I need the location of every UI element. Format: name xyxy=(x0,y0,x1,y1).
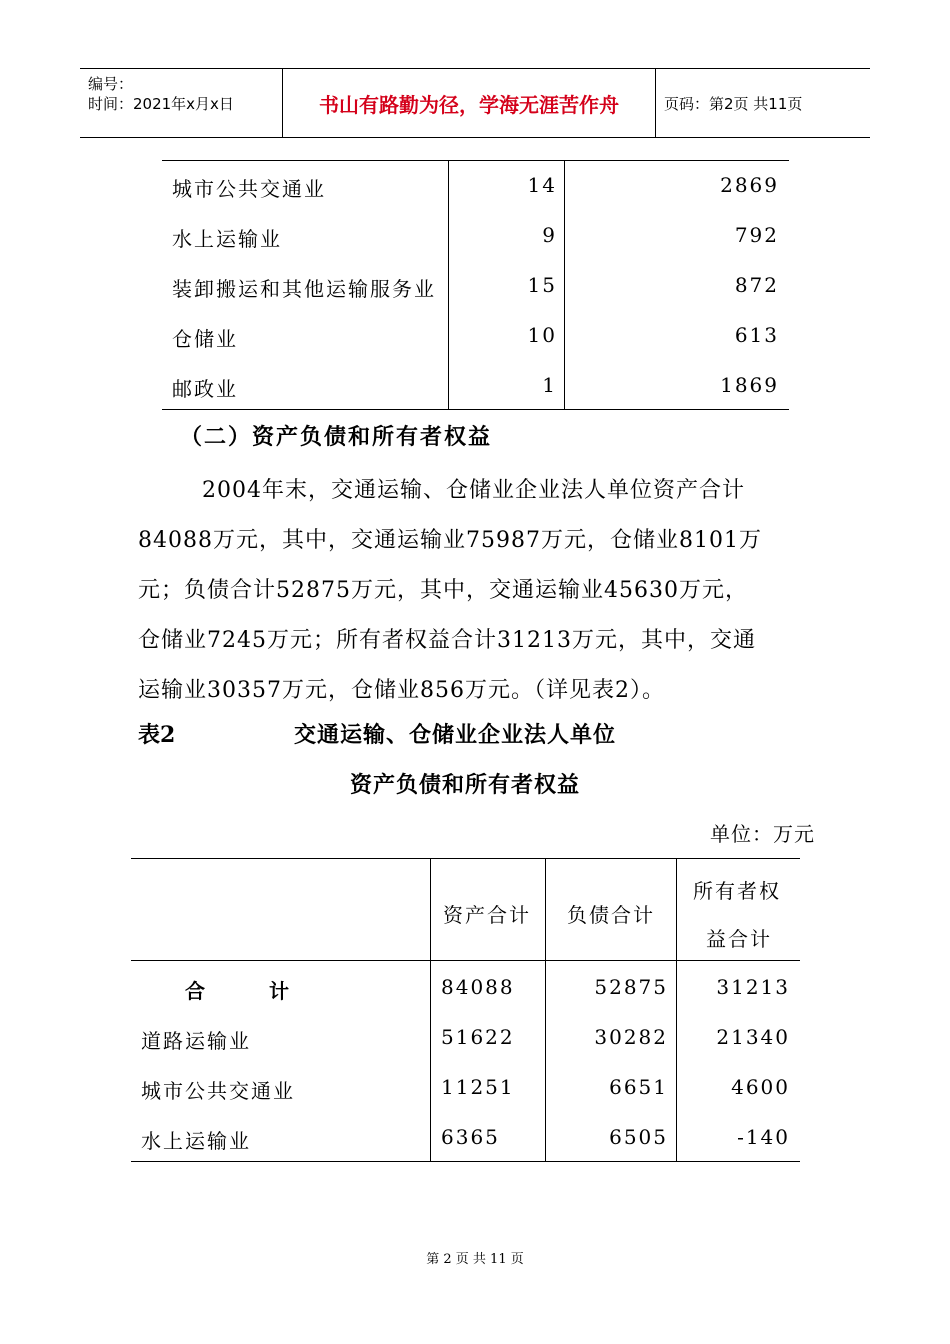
table-1-continued xyxy=(162,160,789,410)
page-footer: 第 2 页 共 11 页 xyxy=(426,1252,524,1267)
header-motto: 书山有路勤为径，学海无涯苦作舟 xyxy=(282,69,656,137)
table-row-total xyxy=(131,963,800,1013)
row-count: 15 xyxy=(527,273,557,297)
row-equity: -140 xyxy=(737,1125,790,1149)
row-value: 2869 xyxy=(720,173,779,197)
row-assets: 11251 xyxy=(441,1075,515,1099)
row-count: 14 xyxy=(527,173,557,197)
table-row xyxy=(162,361,789,411)
paragraph-line: 84088万元，其中，交通运输业75987万元，仓储业8101万 xyxy=(138,528,762,553)
row-name: 装卸搬运和其他运输服务业 xyxy=(172,277,436,301)
row-name: 道路运输业 xyxy=(141,1029,251,1053)
header-page-info: 页码：第2页 共11页 xyxy=(664,94,803,113)
header-liabilities: 负债合计 xyxy=(567,903,655,927)
table-2-title: 交通运输、仓储业企业法人单位 xyxy=(294,722,617,748)
row-equity: 31213 xyxy=(716,975,790,999)
row-name: 城市公共交通业 xyxy=(141,1079,295,1103)
row-assets: 84088 xyxy=(441,975,515,999)
row-name: 水上运输业 xyxy=(172,227,282,251)
row-count: 10 xyxy=(527,323,557,347)
row-value: 1869 xyxy=(720,373,779,397)
header-equity-line1: 所有者权 xyxy=(693,879,781,903)
row-liabilities: 6505 xyxy=(609,1125,668,1149)
paragraph-line: 元；负债合计52875万元，其中，交通运输业45630万元， xyxy=(138,578,748,603)
row-liabilities: 6651 xyxy=(609,1075,668,1099)
header-assets: 资产合计 xyxy=(443,903,531,927)
row-name: 仓储业 xyxy=(172,327,238,351)
table-row xyxy=(162,161,789,211)
row-equity: 4600 xyxy=(731,1075,790,1099)
row-liabilities: 30282 xyxy=(594,1025,668,1049)
table-row xyxy=(131,1013,800,1063)
table-2-subtitle: 资产负债和所有者权益 xyxy=(350,772,581,798)
row-name: 水上运输业 xyxy=(141,1129,251,1153)
row-assets: 51622 xyxy=(441,1025,515,1049)
table-row xyxy=(162,211,789,261)
document-header xyxy=(80,68,870,138)
row-count: 9 xyxy=(542,223,557,247)
row-value: 872 xyxy=(734,273,779,297)
paragraph-line: 仓储业7245万元；所有者权益合计31213万元，其中，交通 xyxy=(138,628,756,653)
time-label: 时间：2021年x月x日 xyxy=(88,95,234,113)
table-row xyxy=(131,1063,800,1113)
row-value: 792 xyxy=(734,223,779,247)
paragraph-line: 运输业30357万元，仓储业856万元。（详见表2）。 xyxy=(138,678,665,703)
table-row xyxy=(131,1113,800,1163)
paragraph-line: 2004年末，交通运输、仓储业企业法人单位资产合计 xyxy=(202,478,745,503)
table-2-label: 表2 xyxy=(138,722,176,748)
section-title: （二）资产负债和所有者权益 xyxy=(180,424,493,450)
table-row xyxy=(162,261,789,311)
row-name: 邮政业 xyxy=(172,377,238,401)
row-value: 613 xyxy=(734,323,779,347)
table-2-unit: 单位：万元 xyxy=(710,822,815,846)
row-name: 合计 xyxy=(185,979,353,1003)
table-2 xyxy=(131,858,800,1162)
header-equity-line2: 益合计 xyxy=(706,927,772,951)
table-header-divider xyxy=(131,960,800,961)
row-equity: 21340 xyxy=(716,1025,790,1049)
header-meta xyxy=(80,69,282,137)
table-row xyxy=(162,311,789,361)
row-name: 城市公共交通业 xyxy=(172,177,326,201)
section-paragraph xyxy=(138,466,818,716)
row-count: 1 xyxy=(542,373,557,397)
row-assets: 6365 xyxy=(441,1125,500,1149)
number-label: 编号： xyxy=(88,75,134,93)
row-liabilities: 52875 xyxy=(594,975,668,999)
